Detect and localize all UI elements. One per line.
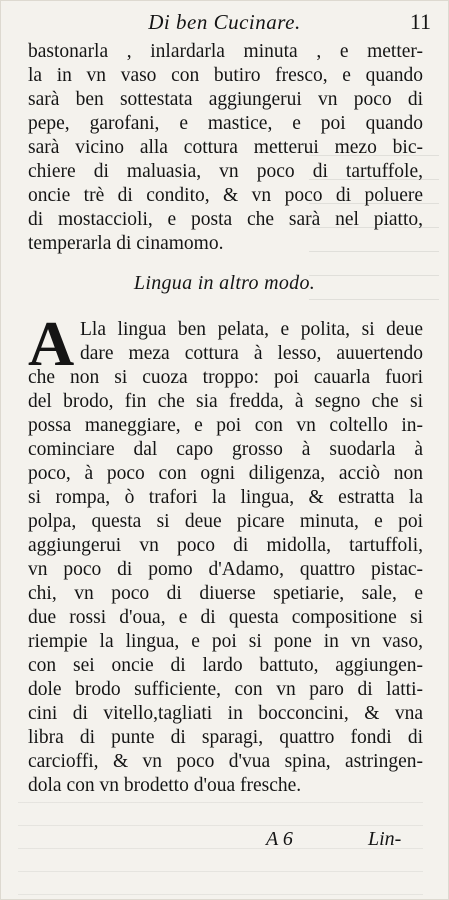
text-line: pepe, garofani, e mastice, e poi quando (28, 113, 423, 134)
text-line: chiere di maluasia, vn poco di tartuffole, (28, 161, 423, 182)
text-line: si rompa, ò trafori la lingua, & estratta la (28, 487, 423, 508)
text-line: bastonarla , inlardarla minuta , e metter- (28, 41, 423, 62)
text-line: la in vn vaso con butiro fresco, e quando (28, 65, 423, 86)
text-line: vn poco di pomo d'Adamo, quattro pistac- (28, 559, 423, 580)
text-line: Lla lingua ben pelata, e polita, si deue (80, 319, 423, 340)
text-line: cini di vitello,tagliati in bocconcini, & vna (28, 703, 423, 724)
text-line: carcioffi, & vn poco d'vua spina, astringen- (28, 751, 423, 772)
signature-mark: A 6 (266, 828, 293, 850)
text-line: temperarla di cinamomo. (28, 233, 224, 254)
page-number: 11 (409, 9, 431, 34)
text-line: oncie trè di condito, & vn poco di poluere (28, 185, 423, 206)
text-line: che non si cuoza troppo: poi cauarla fuori (28, 367, 423, 388)
text-line: dare meza cottura à lesso, auuertendo (80, 343, 423, 364)
text-line: polpa, questa si deue picare minuta, e poi (28, 511, 423, 532)
text-line: di mostaccioli, e posta che sarà nel piatto, (28, 209, 423, 230)
text-line: con sei oncie di lardo battuto, aggiungen- (28, 655, 423, 676)
text-line: chi, vn poco di diuerse spetiarie, sale, e (28, 583, 423, 604)
running-head (0, 10, 449, 38)
text-line: aggiungerui vn poco di midolla, tartuffoli, (28, 535, 423, 556)
text-line: cominciare dal capo grosso à suodarla à (28, 439, 423, 460)
text-line: sarà vicino alla cottura metterui mezo bic- (28, 137, 423, 158)
text-line: poco, à poco con ogni diligenza, acciò non (28, 463, 423, 484)
catchword: Lin- (368, 828, 402, 850)
text-line: due rossi d'oua, e di questa compositione si (28, 607, 423, 628)
text-line: libra di punte di sparagi, quattro fondi di (28, 727, 423, 748)
text-line: del brodo, fin che sia fredda, à segno che si (28, 391, 423, 412)
running-title: Di ben Cucinare. (148, 10, 301, 34)
section-heading: Lingua in altro modo. (133, 272, 316, 294)
drop-cap: A (28, 308, 75, 379)
text-line: dola con vn brodetto d'oua fresche. (28, 775, 302, 796)
text-line: sarà ben sottestata aggiungerui vn poco di (28, 89, 423, 110)
text-line: riempie la lingua, e poi si pone in vn vaso, (28, 631, 423, 652)
text-line: dole brodo sufficiente, con vn paro di latti- (28, 679, 423, 700)
text-line: possa maneggiare, e poi con vn coltello in- (28, 415, 423, 436)
